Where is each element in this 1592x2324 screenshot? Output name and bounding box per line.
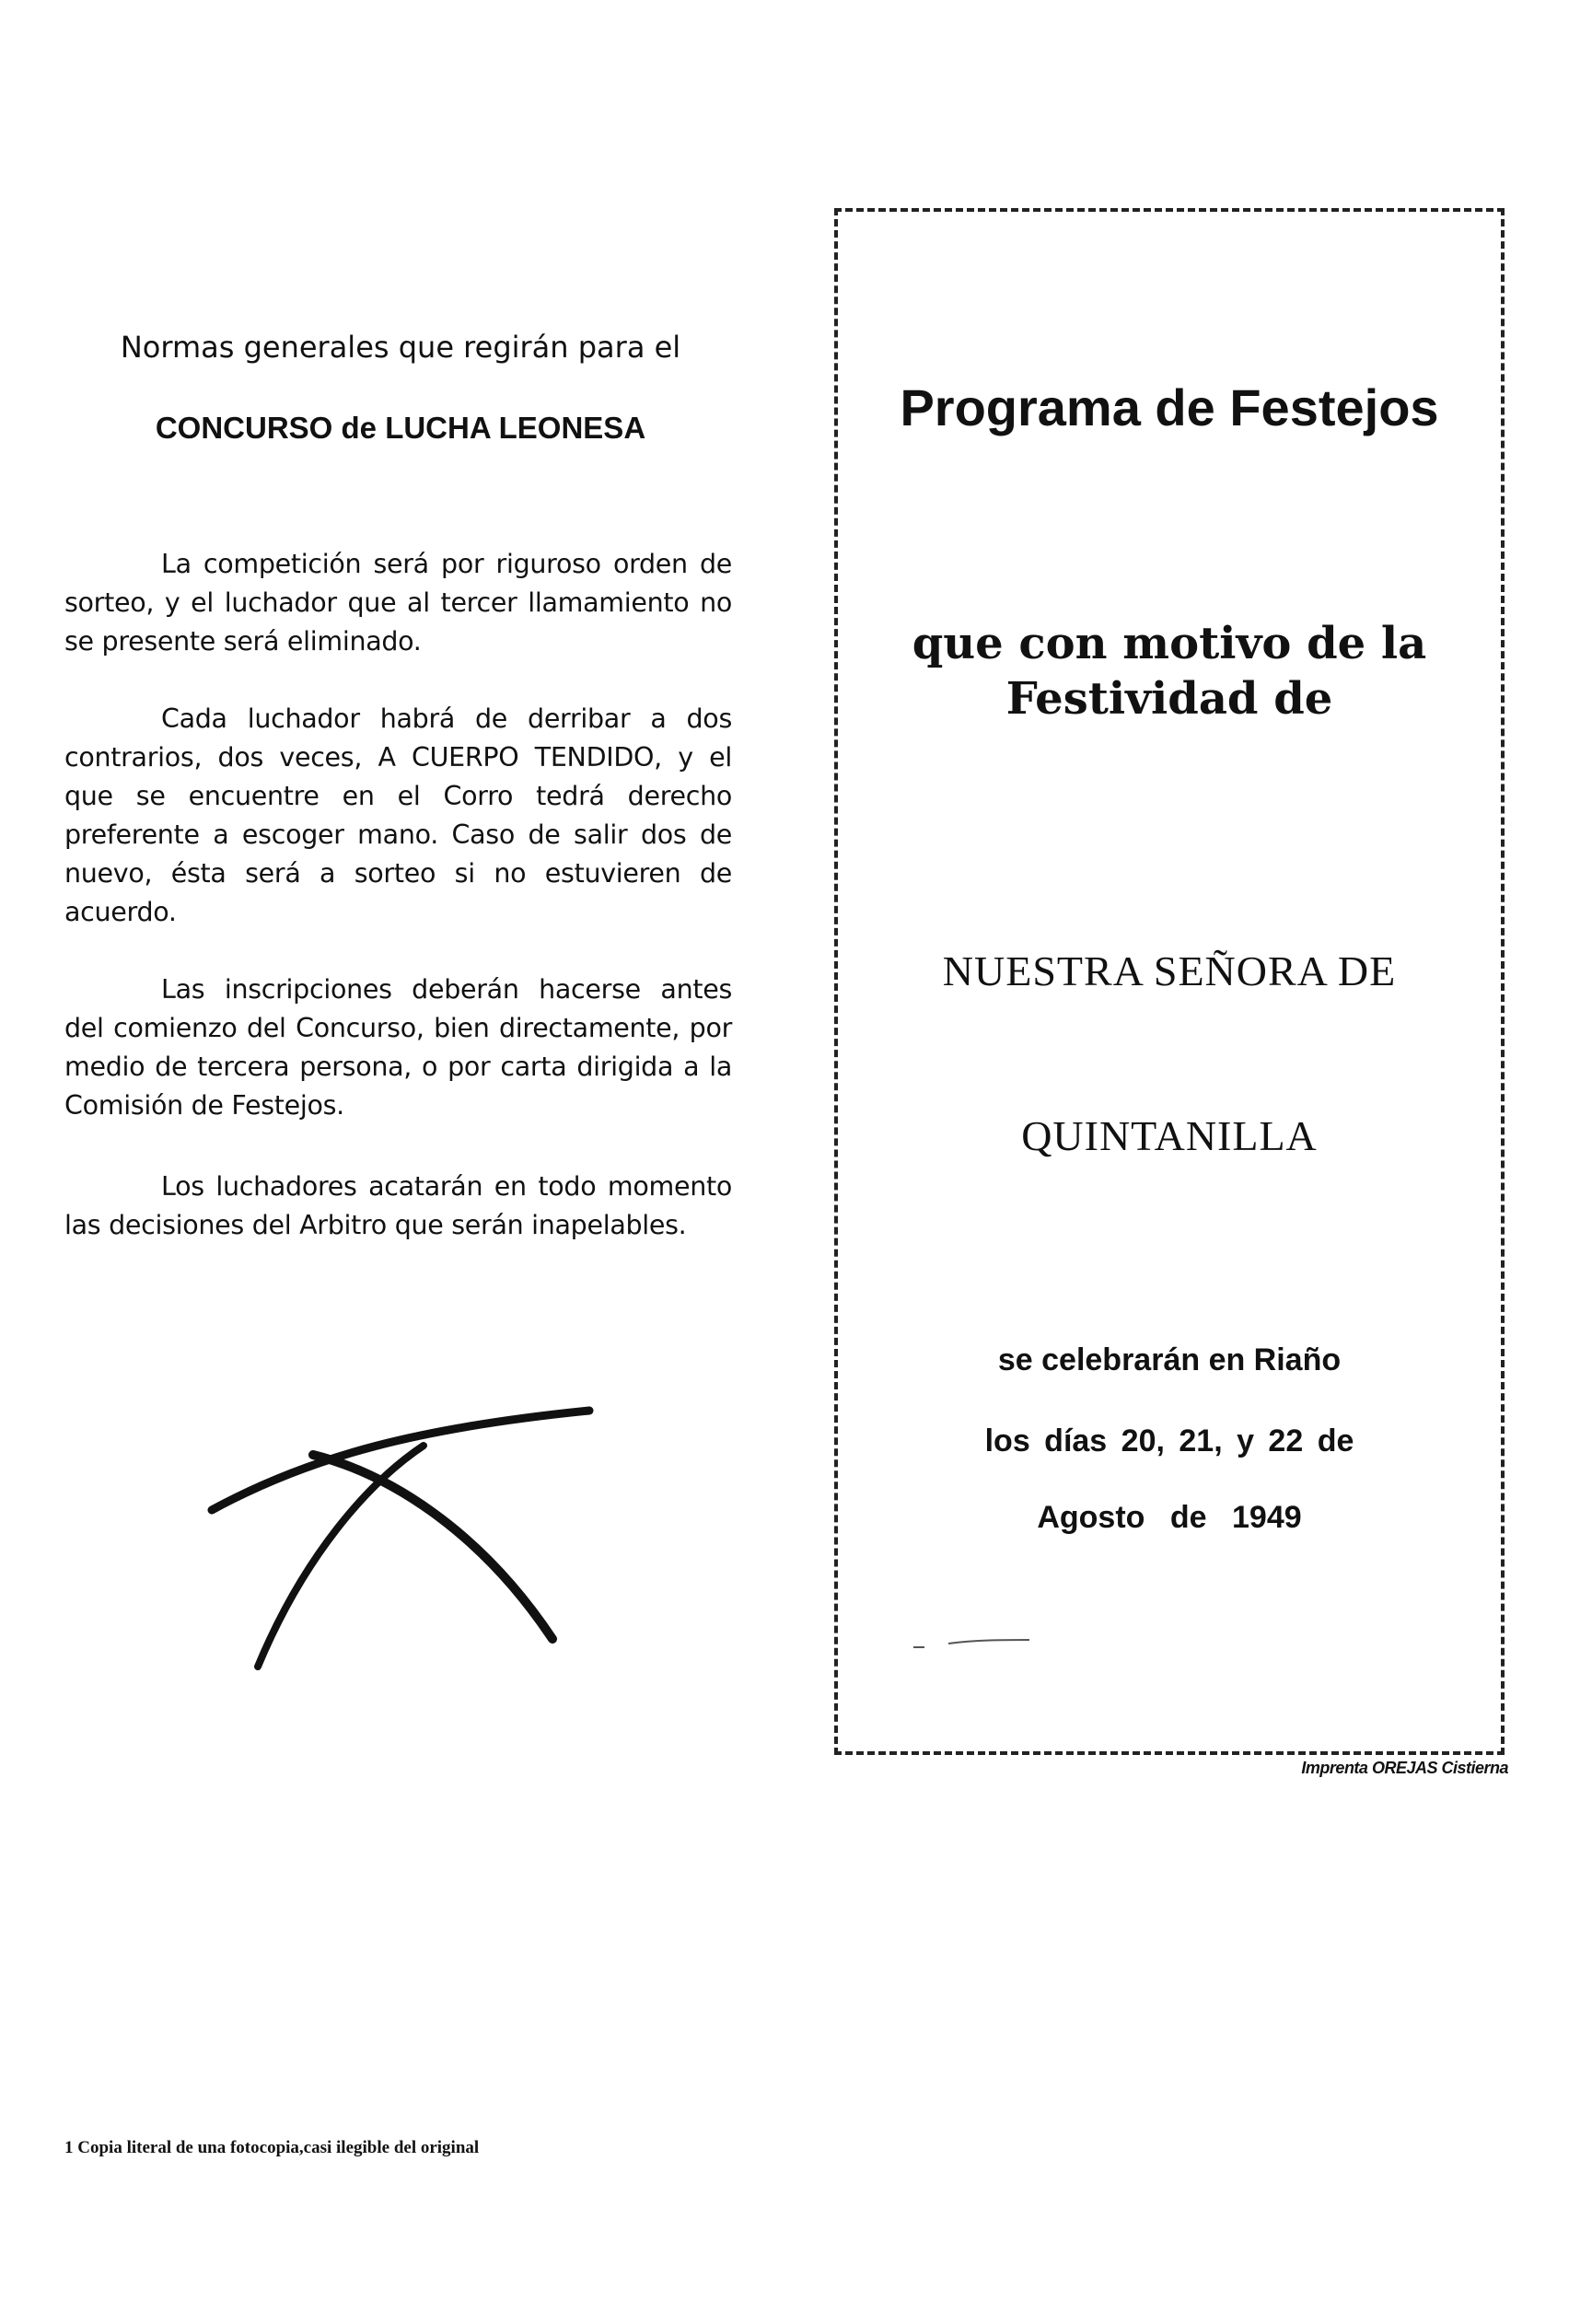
cover-motive-line2: Festividad de: [1005, 673, 1333, 725]
cover-title: Programa de Festejos: [900, 378, 1439, 436]
rules-title: CONCURSO de LUCHA LEONESA: [155, 411, 646, 445]
cover-name-line2: QUINTANILLA: [1021, 1112, 1318, 1159]
rule-paragraph: La competición será por riguroso orden de sorteo, y el luchador que al tercer llamamiento no se presente será eliminado.: [64, 549, 732, 657]
cover-date: Agosto de 1949: [1037, 1500, 1302, 1535]
rule-paragraph: Los luchadores acatarán en todo momento las decisiones del Arbitro que serán inapelables.: [64, 1171, 732, 1240]
cover-name-line1: NUESTRA SEÑORA DE: [942, 947, 1397, 994]
cover-days: los días 20, 21, y 22 de: [984, 1423, 1354, 1458]
handwritten-x-mark: [203, 1400, 598, 1676]
smudge-mark: [912, 1634, 1040, 1653]
rule-paragraph: Las inscripciones deberán hacerse antes del comienzo del Concurso, bien directamente, por medio de tercera persona, o por carta dirigida a la Comisión de Festejos.: [64, 974, 732, 1121]
cover-place: se celebrarán en Riaño: [997, 1342, 1342, 1377]
footnote: 1 Copia literal de una fotocopia,casi ilegible del original: [64, 2138, 480, 2157]
rule-paragraph: Cada luchador habrá de derribar a dos contrarios, dos veces, A CUERPO TENDIDO, y el que se encuentre en el Corro tedrá derecho preferente a escoger mano. Caso de salir dos de nuevo, ésta será a sorteo si no estuvieren de acuerdo.: [64, 703, 732, 927]
cover-motive-line1: que con motivo de la: [912, 618, 1427, 669]
rules-intro: Normas generales que regirán para el: [120, 330, 681, 365]
printer-credit: Imprenta OREJAS Cistierna: [1301, 1759, 1508, 1777]
